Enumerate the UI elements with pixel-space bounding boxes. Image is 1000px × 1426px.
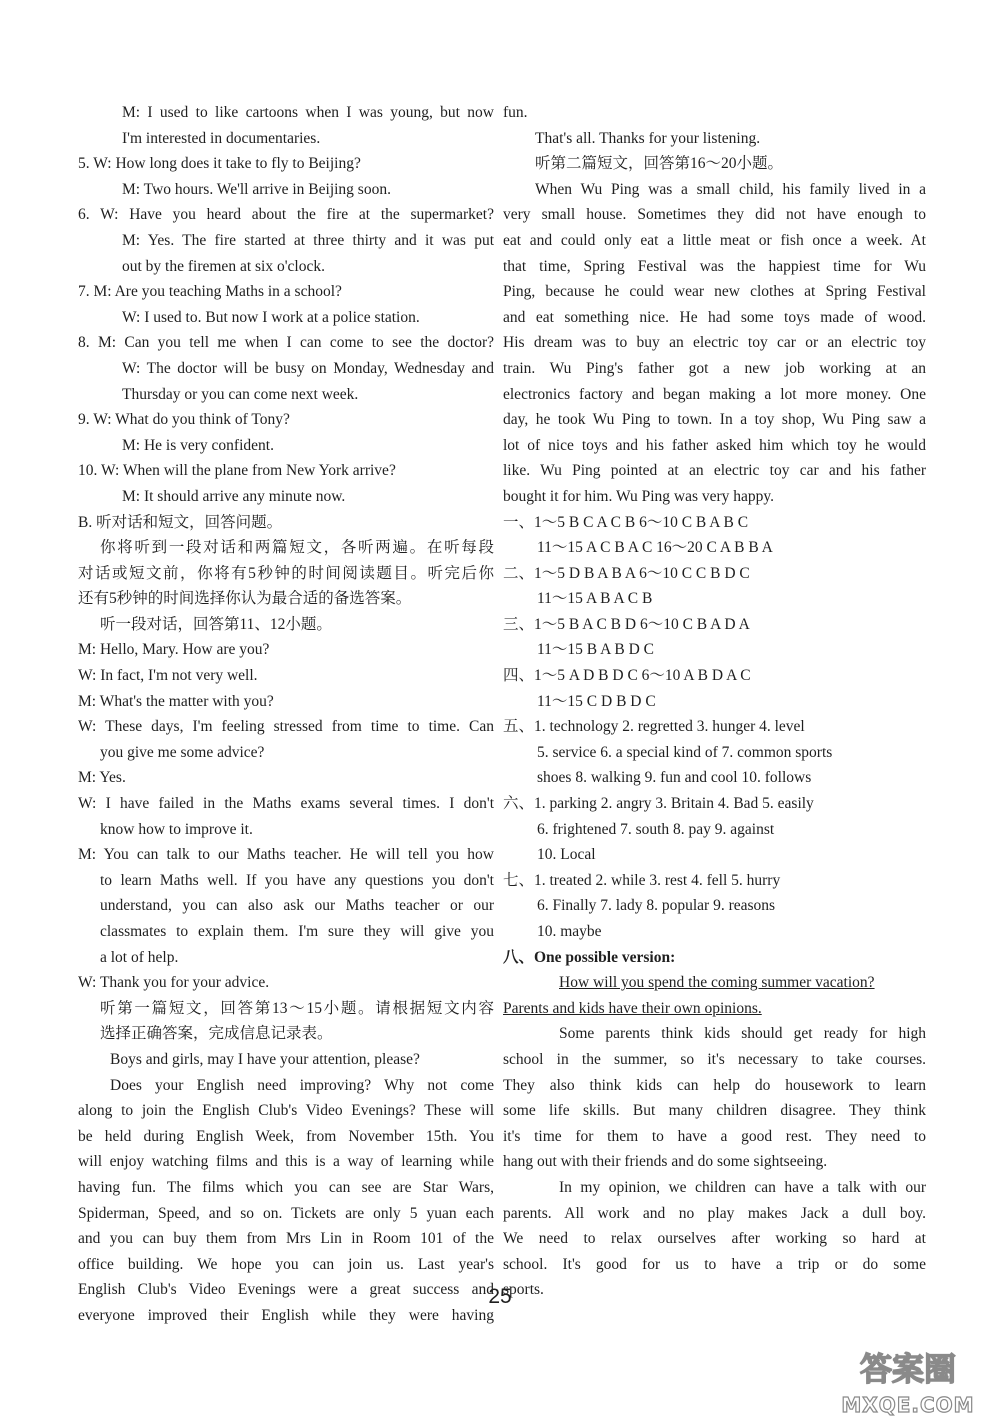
- text-line: How will you spend the coming summer vacation?: [559, 974, 875, 992]
- text-line: be held during English Week, from November 15th. You: [78, 1127, 494, 1145]
- text-line: some life skills. But many children disagree. They think: [503, 1102, 926, 1120]
- text-line: B. 听对话和短文，回答问题。: [78, 513, 283, 531]
- text-line: They also think kids can help do housework to learn: [503, 1076, 926, 1094]
- text-line: lot of nice toys and his father asked him which toy he would: [503, 436, 926, 454]
- text-line: 6. frightened 7. south 8. pay 9. against: [537, 820, 775, 838]
- text-line: W: The doctor will be busy on Monday, Wednesday and: [122, 359, 494, 377]
- text-line: 10. W: When will the plane from New York arrive?: [78, 462, 396, 480]
- text-line: along to join the English Club's Video Evenings? These will: [78, 1102, 494, 1120]
- right-column: [503, 100, 926, 1303]
- text-line: W: These days, I'm feeling stressed from time to time. Can: [78, 718, 494, 736]
- text-line: out by the firemen at six o'clock.: [122, 257, 325, 275]
- text-line: Spiderman, Speed, and so on. Tickets are only 5 yuan each: [78, 1204, 494, 1222]
- text-line: 还有5秒钟的时间选择你认为最合适的备选答案。: [78, 590, 412, 608]
- left-column: [78, 100, 494, 1329]
- text-line: school in the summer, so it's necessary to take courses.: [503, 1050, 926, 1068]
- text-line: classmates to explain them. I'm sure they will give you: [100, 923, 494, 940]
- text-line: 听一段对话，回答第11、12小题。: [100, 615, 332, 633]
- text-line: sports.: [503, 1281, 544, 1299]
- text-line: 听第二篇短文，回答第16～20小题。: [535, 155, 784, 173]
- text-line: Parents and kids have their own opinions.: [503, 999, 762, 1017]
- text-line: 5. service 6. a special kind of 7. common sports: [537, 743, 833, 761]
- text-line: M: Hello, Mary. How are you?: [78, 641, 270, 659]
- text-line: that time, Spring Festival was the happiest time for Wu: [503, 257, 926, 275]
- text-line: day, he took Wu Ping to town. In a toy shop, Wu Ping saw a: [503, 411, 926, 429]
- text-line: 对话或短文前，你将有5秒钟的时间阅读题目。听完后你: [78, 564, 494, 582]
- text-line: fun.: [503, 104, 528, 121]
- text-line: W: I used to. But now I work at a police station.: [122, 308, 420, 326]
- text-line: I'm interested in documentaries.: [122, 129, 321, 147]
- text-line: very small house. Sometimes they did not have enough to: [503, 206, 926, 224]
- text-line: English Club's Video Evenings were a great success and: [78, 1281, 494, 1299]
- text-line: We need to relax ourselves after working so hard at: [503, 1230, 926, 1248]
- text-line: M: Yes.: [78, 769, 126, 787]
- text-line: 8. M: Can you tell me when I can come to see the doctor?: [78, 334, 494, 352]
- text-line: 9. W: What do you think of Tony?: [78, 411, 290, 429]
- text-line: bought it for him. Wu Ping was very happy.: [503, 487, 775, 505]
- text-line: 听第一篇短文，回答第13～15小题。请根据短文内容: [100, 999, 494, 1017]
- text-line: 六、1. parking 2. angry 3. Britain 4. Bad 5. easily: [503, 795, 814, 813]
- text-line: 7. M: Are you teaching Maths in a school?: [78, 283, 342, 301]
- text-line: know how to improve it.: [100, 820, 253, 838]
- text-line: M: What's the matter with you?: [78, 692, 274, 710]
- text-line: understand, you can also ask our Maths teacher or our: [100, 897, 494, 915]
- text-line: you give me some advice?: [100, 743, 265, 761]
- text-line: 八、One possible version:: [503, 948, 676, 966]
- page-number: 25: [488, 1285, 512, 1308]
- text-line: In my opinion, we children can have a talk with our: [559, 1178, 926, 1196]
- text-line: When Wu Ping was a small child, his family lived in a: [535, 180, 926, 198]
- text-line: having fun. The films which you can see are Star Wars,: [78, 1178, 494, 1196]
- text-line: 你将听到一段对话和两篇短文，各听两遍。在听每段: [100, 539, 494, 557]
- text-line: 11～15 A C B A C 16～20 C A B B A: [537, 539, 773, 557]
- text-line: everyone improved their English while they were having: [78, 1306, 494, 1324]
- text-line: a lot of help.: [100, 948, 179, 966]
- text-line: 五、1. technology 2. regretted 3. hunger 4. level: [503, 718, 805, 736]
- text-line: Some parents think kids should get ready for high: [559, 1025, 926, 1043]
- text-line: hang out with their friends and do some sightseeing.: [503, 1153, 828, 1171]
- text-line: 10. Local: [537, 846, 596, 864]
- text-line: and you can buy them from Mrs Lin in Room 101 of the: [78, 1230, 494, 1248]
- text-line: W: Thank you for your advice.: [78, 974, 270, 992]
- text-line: 11～15 A B A C B: [537, 590, 653, 608]
- text-line: eat and could only eat a little meat or fish once a week. At: [503, 231, 926, 249]
- text-line: Does your English need improving? Why not come: [110, 1076, 494, 1094]
- text-line: like. Wu Ping pointed at an electric toy car and his father: [503, 462, 926, 480]
- text-line: Ping, because he could wear new clothes at Spring Festival: [503, 283, 926, 301]
- text-line: school. It's good for us to have a trip or do some: [503, 1255, 926, 1273]
- text-line: it's time for them to have a good rest. They need to: [503, 1127, 926, 1145]
- text-line: M: I used to like cartoons when I was young, but now: [122, 104, 494, 121]
- text-line: train. Wu Ping's father got a new job working at an: [503, 359, 926, 377]
- text-line: 一、1～5 B C A C B 6～10 C B A B C: [503, 513, 749, 531]
- text-line: 选择正确答案，完成信息记录表。: [100, 1025, 333, 1043]
- text-line: 10. maybe: [537, 923, 602, 940]
- text-line: 6. Finally 7. lady 8. popular 9. reasons: [537, 897, 776, 915]
- text-line: W: I have failed in the Maths exams several times. I don't: [78, 795, 494, 813]
- text-line: shoes 8. walking 9. fun and cool 10. follows: [537, 769, 812, 787]
- text-line: will enjoy watching films and this is a way of learning while: [78, 1153, 494, 1171]
- text-line: M: Yes. The fire started at three thirty and it was put: [122, 231, 494, 249]
- text-line: to learn Maths well. If you have any questions you don't: [100, 871, 494, 889]
- text-line: 11～15 B A B D C: [537, 641, 654, 659]
- text-line: M: Two hours. We'll arrive in Beijing soon.: [122, 180, 391, 198]
- text-line: office building. We hope you can join us. Last year's: [78, 1255, 494, 1273]
- text-line: 三、1～5 B A C B D 6～10 C B A D A: [503, 615, 750, 633]
- text-line: That's all. Thanks for your listening.: [535, 129, 761, 147]
- watermark-top-text: 答案圈: [859, 1350, 957, 1388]
- text-line: Thursday or you can come next week.: [122, 385, 359, 403]
- watermark-bottom-text: MXQE.COM: [841, 1393, 975, 1417]
- text-line: electronics factory and began making a lot more money. One: [503, 385, 926, 403]
- text-line: W: In fact, I'm not very well.: [78, 667, 258, 685]
- text-line: His dream was to buy an electric toy car or an electric toy: [503, 334, 926, 352]
- text-line: 6. W: Have you heard about the fire at the supermarket?: [78, 206, 494, 224]
- text-line: 七、1. treated 2. while 3. rest 4. fell 5. hurry: [503, 871, 781, 889]
- text-line: 二、1～5 D B A B A 6～10 C C B D C: [503, 564, 750, 582]
- text-line: 四、1～5 A D B D C 6～10 A B D A C: [503, 667, 751, 685]
- text-line: 5. W: How long does it take to fly to Beijing?: [78, 155, 361, 173]
- text-line: M: You can talk to our Maths teacher. He will tell you how: [78, 846, 494, 864]
- watermark-logo: [828, 1340, 988, 1420]
- text-line: and eat something nice. He had some toys made of wood.: [503, 308, 926, 326]
- text-line: M: It should arrive any minute now.: [122, 487, 346, 505]
- text-line: M: He is very confident.: [122, 436, 274, 454]
- text-line: Boys and girls, may I have your attention, please?: [110, 1050, 420, 1068]
- text-line: 11～15 C D B D C: [537, 692, 656, 710]
- text-line: parents. All work and no play makes Jack a dull boy.: [503, 1204, 926, 1222]
